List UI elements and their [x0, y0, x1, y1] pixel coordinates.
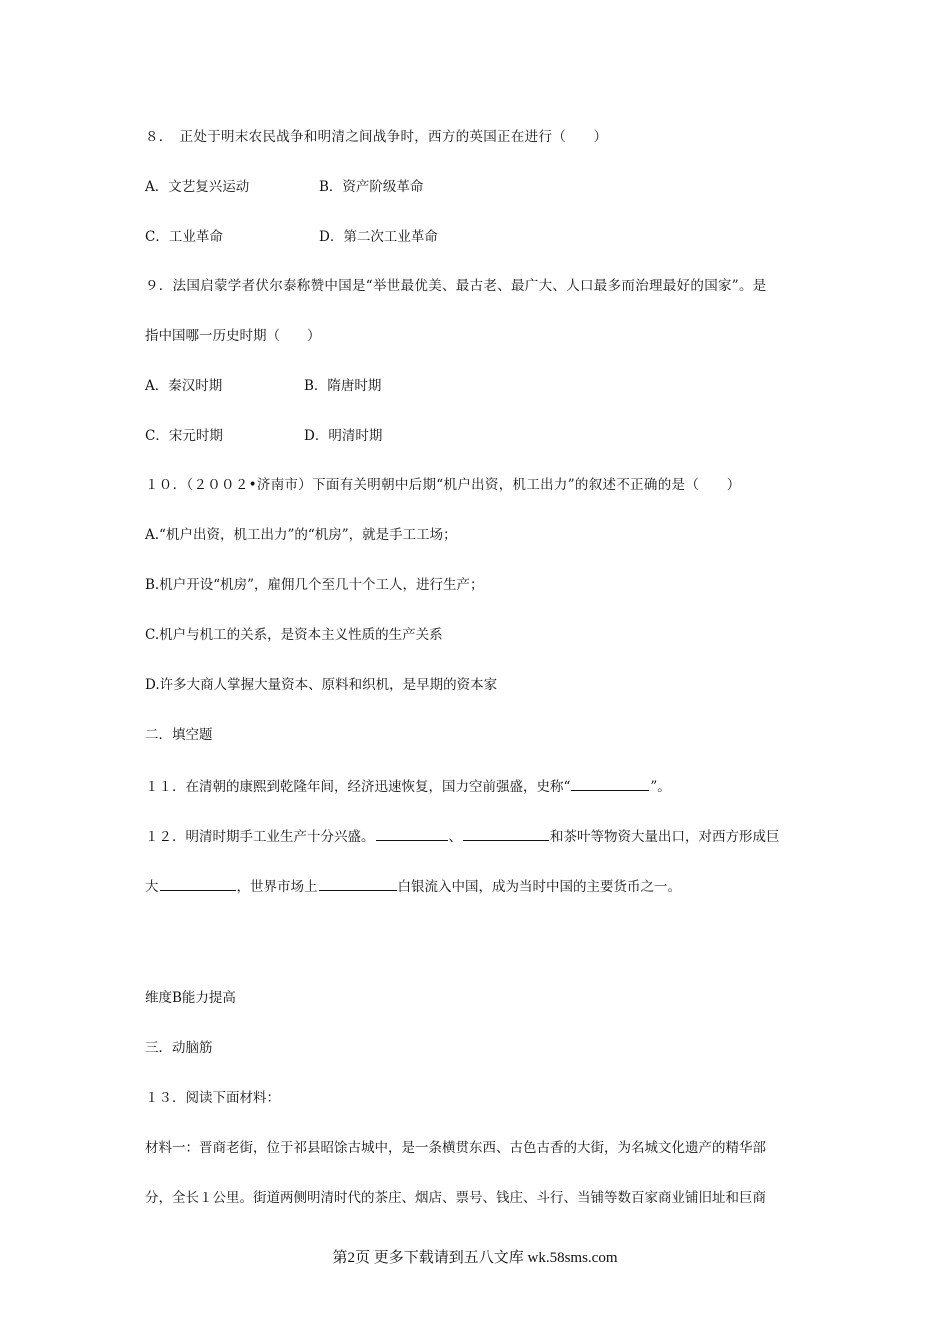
q8-options-row2 — [145, 228, 815, 246]
q12-separator: 、 — [448, 829, 462, 845]
q9-option-d: D．明清时期 — [304, 428, 383, 444]
q11-text-post: ”。 — [650, 779, 671, 795]
q10-option-d: D.许多大商人掌握大量资本、原料和织机，是早期的资本家 — [145, 677, 498, 693]
q12-blank-1 — [376, 826, 448, 841]
q12-line2 — [145, 876, 815, 896]
q12-text-mid: 和茶叶等物资大量出口，对西方形成巨 — [550, 829, 780, 845]
q13-stem: １３．阅读下面材料： — [145, 1090, 280, 1106]
q12-text-pre: １２．明清时期手工业生产十分兴盛。 — [145, 829, 375, 845]
q9-stem-line1: ９．法国启蒙学者伏尔泰称赞中国是“举世最优美、最古老、最广大、人口最多而治理最好的国家”。是 — [145, 278, 767, 294]
q11-blank — [571, 776, 649, 791]
q9-option-a: A．秦汉时期 — [145, 378, 223, 394]
q12-blank-2 — [463, 826, 549, 841]
q9-stem-line2: 指中国哪一历史时期（ ） — [145, 328, 321, 344]
q8-stem: ８． 正处于明末农民战争和明清之间战争时，西方的英国正在进行（ ） — [145, 129, 608, 145]
dimension-b-heading: 维度B能力提高 — [145, 990, 236, 1006]
q11 — [145, 776, 815, 796]
page-footer: 第2页 更多下载请到五八文库 wk.58sms.com — [332, 1250, 618, 1266]
section-fill-in-title: 二．填空题 — [145, 727, 213, 743]
q10-stem: １０．（２００２•济南市）下面有关明朝中后期“机户出资，机工出力”的叙述不正确的是（ ） — [145, 477, 741, 493]
q12-text-line2-pre: 大 — [145, 879, 159, 895]
q12-blank-4 — [319, 876, 397, 891]
section-thinking-title: 三．动脑筋 — [145, 1040, 213, 1056]
q8-option-c: C．工业革命 — [145, 229, 223, 245]
q12-line1 — [145, 826, 815, 846]
q9-option-b: B．隋唐时期 — [304, 378, 382, 394]
q10-option-c: C.机户与机工的关系，是资本主义性质的生产关系 — [145, 627, 443, 643]
q8-option-b: B．资产阶级革命 — [319, 179, 424, 195]
q13-material1-line1: 材料一：晋商老街，位于祁县昭馀古城中，是一条横贯东西、古色古香的大街，为名城文化遗产的精华部 — [145, 1140, 766, 1156]
q10-option-b: B.机户开设“机房”，雇佣几个至几十个工人，进行生产； — [145, 577, 484, 593]
q8-option-d: D．第二次工业革命 — [319, 229, 438, 245]
q8-options-row1 — [145, 178, 815, 196]
q10-option-a: A.“机户出资，机工出力”的“机房”，就是手工工场； — [145, 527, 457, 543]
q11-text-pre: １１．在清朝的康熙到乾隆年间，经济迅速恢复，国力空前强盛，史称“ — [145, 779, 571, 795]
q12-text-line2-mid: ，世界市场上 — [236, 879, 318, 895]
q9-options-row1 — [145, 377, 815, 395]
q9-options-row2 — [145, 427, 815, 445]
q13-material1-line2: 分，全长１公里。街道两侧明清时代的茶庄、烟店、票号、钱庄、斗行、当铺等数百家商业铺旧址和巨商 — [145, 1190, 766, 1206]
q9-option-c: C．宋元时期 — [145, 428, 223, 444]
q8-option-a: A．文艺复兴运动 — [145, 179, 250, 195]
q12-blank-3 — [160, 876, 236, 891]
q12-text-line2-post: 白银流入中国，成为当时中国的主要货币之一。 — [397, 879, 681, 895]
